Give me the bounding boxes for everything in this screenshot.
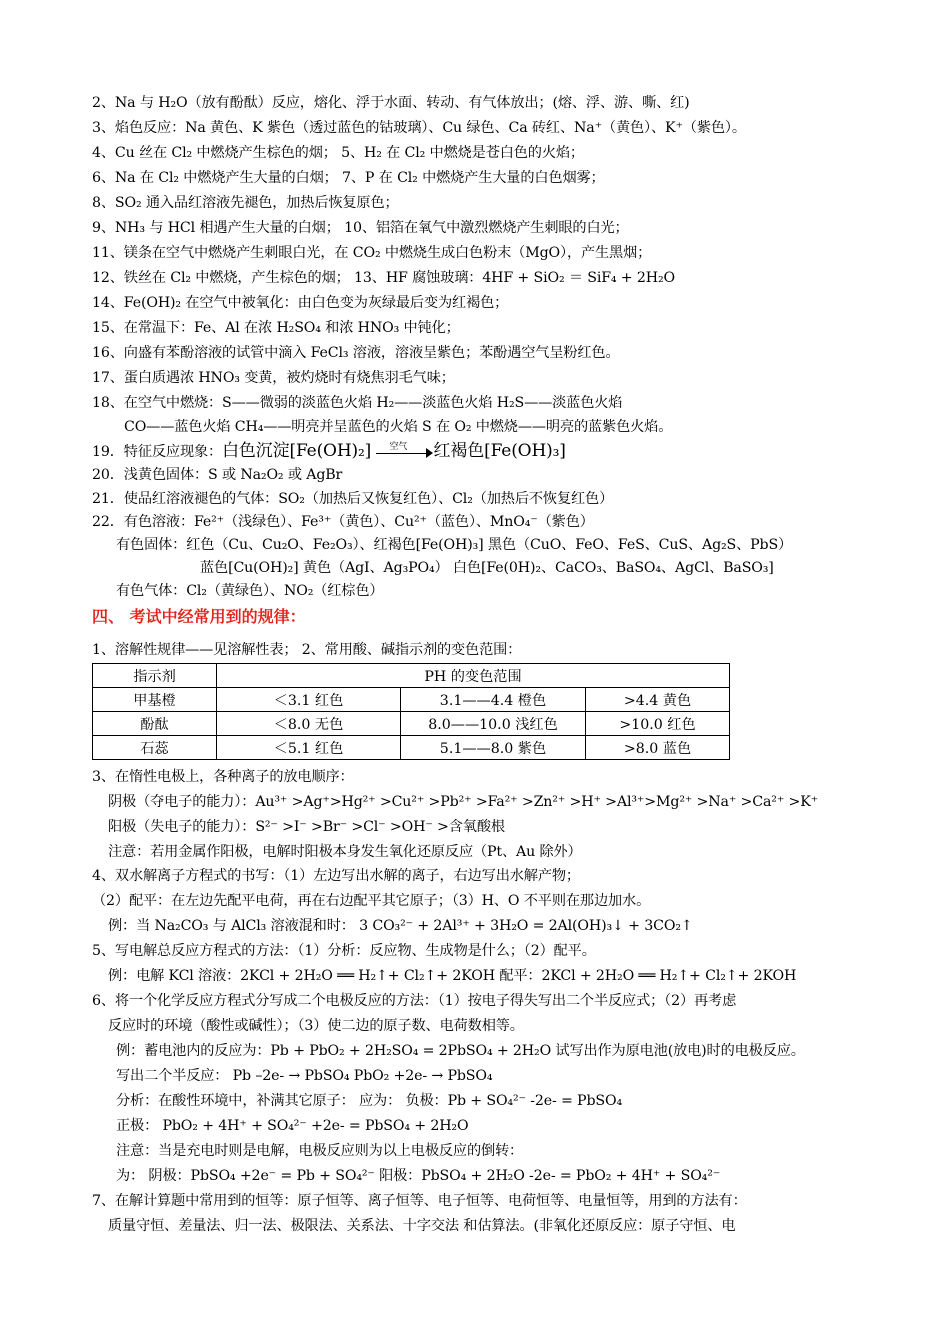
table-cell: ＜5.1 红色 xyxy=(217,736,401,760)
text-line-2: 2、Na 与 H₂O（放有酚酞）反应，熔化、浮于水面、转动、有气体放出；(熔、浮、游、嘶、红) xyxy=(92,95,690,111)
arrow-shaft xyxy=(376,453,430,454)
text-line-charging-reactions: 为： 阴极：PbSO₄ +2e⁻ = Pb + SO₄²⁻ 阳极：PbSO₄ + 2H₂O -2e- = PbO₂ + 4H⁺ + SO₄²⁻ xyxy=(116,1168,721,1184)
reaction-arrow xyxy=(376,442,434,459)
text-line-rule1: 1、溶解性规律——见溶解性表； 2、常用酸、碱指示剂的变色范围： xyxy=(92,642,522,658)
table-row xyxy=(93,712,730,736)
text-line-colored-gases: 有色气体：Cl₂（黄绿色）、NO₂（红棕色） xyxy=(116,583,384,599)
table-cell: ＜8.0 无色 xyxy=(217,712,401,736)
table-row xyxy=(93,688,730,712)
text-line-charging-note: 注意：当是充电时则是电解，电极反应则为以上电极反应的倒转： xyxy=(116,1143,524,1159)
text-line-14: 14、Fe(OH)₂ 在空气中被氧化：由白色变为灰绿最后变为红褐色； xyxy=(92,295,509,311)
indicator-table xyxy=(92,663,730,760)
table-cell: >8.0 蓝色 xyxy=(586,736,730,760)
table-cell: 酚酞 xyxy=(93,712,217,736)
text-line-6: 6、Na 在 Cl₂ 中燃烧产生大量的白烟； 7、P 在 Cl₂ 中燃烧产生大量的白色烟雾； xyxy=(92,170,605,186)
table-header-row xyxy=(93,664,730,688)
text-line-analysis: 分析：在酸性环境中，补满其它原子： 应为： 负极：Pb + SO₄²⁻ -2e- = PbSO₄ xyxy=(116,1093,622,1109)
text-line-rule6: 6、将一个化学反应方程式分写成二个电极反应的方法：（1）按电子得失写出二个半反应式；（2）再考虑 xyxy=(92,993,737,1009)
table-header-cell: PH 的变色范围 xyxy=(217,664,730,688)
text-line-20: 20．浅黄色固体：S 或 Na₂O₂ 或 AgBr xyxy=(92,467,343,483)
text-line-example-3: 例：蓄电池内的反应为：Pb + PbO₂ + 2H₂SO₄ = 2PbSO₄ + 2H₂O 试写出作为原电池(放电)时的电极反应。 xyxy=(116,1043,805,1059)
table-cell: 8.0——10.0 浅红色 xyxy=(401,712,586,736)
line19-right: 红褐色[Fe(OH)₃] xyxy=(433,441,566,461)
text-line-19 xyxy=(92,441,566,462)
text-line-12: 12、铁丝在 Cl₂ 中燃烧，产生棕色的烟； 13、HF 腐蚀玻璃：4HF + SiO₂ ＝ SiF₄ + 2H₂O xyxy=(92,270,676,286)
line19-prefix: 19．特征反应现象： xyxy=(92,444,223,460)
text-line-21: 21．使品红溶液褪色的气体：SO₂（加热后又恢复红色）、Cl₂（加热后不恢复红色） xyxy=(92,491,614,507)
text-line-anode: 阳极（失电子的能力）：S²⁻ >I⁻ >Br⁻ >Cl⁻ >OH⁻ >含氧酸根 xyxy=(108,819,505,835)
text-line-note: 注意：若用金属作阳极，电解时阳极本身发生氧化还原反应（Pt、Au 除外） xyxy=(108,844,582,860)
text-line-rule7: 7、在解计算题中常用到的恒等：原子恒等、离子恒等、电子恒等、电荷恒等、电量恒等，用到的方法有： xyxy=(92,1193,747,1209)
text-line-4: 4、Cu 丝在 Cl₂ 中燃烧产生棕色的烟； 5、H₂ 在 Cl₂ 中燃烧是苍白色的火焰； xyxy=(92,145,584,161)
text-line-example-2: 例：电解 KCl 溶液：2KCl + 2H₂O ══ H₂↑+ Cl₂↑+ 2KOH 配平：2KCl + 2H₂O ══ H₂↑+ Cl₂↑+ 2KOH xyxy=(108,968,797,984)
text-line-9: 9、NH₃ 与 HCl 相遇产生大量的白烟； 10、铝箔在氧气中激烈燃烧产生刺眼的白光； xyxy=(92,220,629,236)
table-cell: 3.1——4.4 橙色 xyxy=(401,688,586,712)
text-line-3: 3、焰色反应：Na 黄色、K 紫色（透过蓝色的钴玻璃）、Cu 绿色、Ca 砖红、Na⁺（黄色）、K⁺（紫色）。 xyxy=(92,120,746,136)
text-line-colored-solids: 有色固体：红色（Cu、Cu₂O、Fe₂O₃）、红褐色[Fe(OH)₃] 黑色（CuO、FeO、FeS、CuS、Ag₂S、PbS） xyxy=(116,537,793,553)
arrow-head-icon xyxy=(426,448,433,458)
text-line-positive: 正极： PbO₂ + 4H⁺ + SO₄²⁻ +2e- = PbSO₄ + 2H₂O xyxy=(116,1118,469,1134)
text-line-18-cont: CO——蓝色火焰 CH₄——明亮并呈蓝色的火焰 S 在 O₂ 中燃烧——明亮的蓝紫色火焰。 xyxy=(124,419,673,435)
table-cell: 甲基橙 xyxy=(93,688,217,712)
text-line-15: 15、在常温下：Fe、Al 在浓 H₂SO₄ 和浓 HNO₃ 中钝化； xyxy=(92,320,460,336)
table-cell: 5.1——8.0 紫色 xyxy=(401,736,586,760)
text-line-example-1: 例：当 Na₂CO₃ 与 AlCl₃ 溶液混和时： 3 CO₃²⁻ + 2Al³⁺ + 3H₂O = 2Al(OH)₃↓ + 3CO₂↑ xyxy=(108,918,693,934)
table-cell: >10.0 红色 xyxy=(586,712,730,736)
line19-left: 白色沉淀[Fe(OH)₂] xyxy=(222,441,372,461)
text-line-rule4: 4、双水解离子方程式的书写：（1）左边写出水解的离子，右边写出水解产物； xyxy=(92,868,580,884)
text-line-rule3: 3、在惰性电极上，各种离子的放电顺序： xyxy=(92,769,354,785)
text-line-rule5: 5、写电解总反应方程式的方法：（1）分析：反应物、生成物是什么；（2）配平。 xyxy=(92,943,596,959)
table-cell: >4.4 黄色 xyxy=(586,688,730,712)
table-header-cell: 指示剂 xyxy=(93,664,217,688)
text-line-rule4-cont: （2）配平：在左边先配平电荷，再在右边配平其它原子；（3）H、O 不平则在那边加水。 xyxy=(92,893,651,909)
text-line-18: 18、在空气中燃烧：S——微弱的淡蓝色火焰 H₂——淡蓝色火焰 H₂S——淡蓝色火焰 xyxy=(92,395,623,411)
table-cell: ＜3.1 红色 xyxy=(217,688,401,712)
text-line-17: 17、蛋白质遇浓 HNO₃ 变黄，被灼烧时有烧焦羽毛气味； xyxy=(92,370,455,386)
text-line-colored-solids-cont: 蓝色[Cu(OH)₂] 黄色（AgI、Ag₃PO₄） 白色[Fe(0H)₂、CaCO₃、BaSO₄、AgCl、BaSO₃] xyxy=(200,560,774,576)
text-line-rule6-cont: 反应时的环境（酸性或碱性）；（3）使二边的原子数、电荷数相等。 xyxy=(108,1018,524,1034)
text-line-11: 11、镁条在空气中燃烧产生刺眼白光，在 CO₂ 中燃烧生成白色粉末（MgO），产生黑烟； xyxy=(92,245,652,261)
section-heading: 四、 考试中经常用到的规律： xyxy=(92,607,306,626)
text-line-cathode: 阴极（夺电子的能力）：Au³⁺ >Ag⁺>Hg²⁺ >Cu²⁺ >Pb²⁺ >Fa²⁺ >Zn²⁺ >H⁺ >Al³⁺>Mg²⁺ >Na⁺ >Ca²⁺ >K⁺ xyxy=(108,794,819,810)
text-line-rule7-cont: 质量守恒、差量法、归一法、极限法、关系法、十字交法 和估算法。(非氧化还原反应：原子守恒、电 xyxy=(108,1218,736,1234)
arrow-label: 空气 xyxy=(389,442,408,452)
text-line-22: 22．有色溶液：Fe²⁺（浅绿色）、Fe³⁺（黄色）、Cu²⁺（蓝色）、MnO₄⁻（紫色） xyxy=(92,514,594,530)
text-line-8: 8、SO₂ 通入品红溶液先褪色，加热后恢复原色； xyxy=(92,195,399,211)
table-cell: 石蕊 xyxy=(93,736,217,760)
table-row xyxy=(93,736,730,760)
text-line-16: 16、向盛有苯酚溶液的试管中滴入 FeCl₃ 溶液，溶液呈紫色；苯酚遇空气呈粉红色。 xyxy=(92,345,620,361)
text-line-half-reactions: 写出二个半反应： Pb –2e- → PbSO₄ PbO₂ +2e- → PbSO₄ xyxy=(116,1068,493,1084)
